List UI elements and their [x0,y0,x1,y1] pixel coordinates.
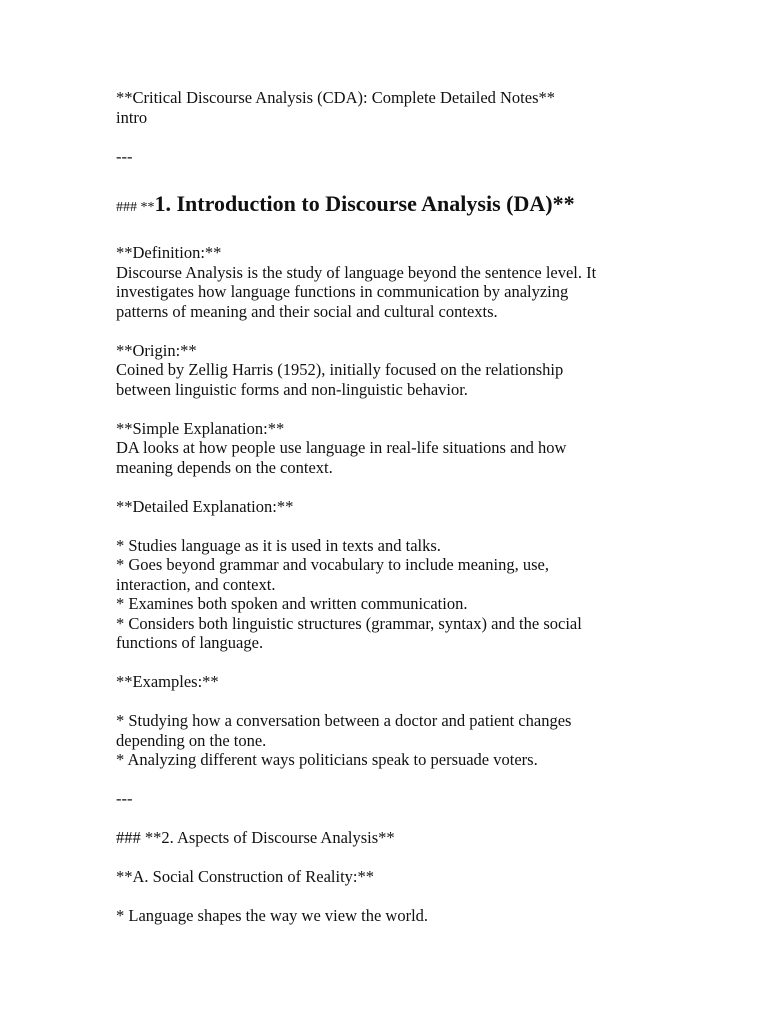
simple-explanation-line: DA looks at how people use language in real-life situations and how [116,438,567,457]
heading-prefix: ### ** [116,199,155,215]
origin-line: between linguistic forms and non-linguistic behavior. [116,379,468,399]
origin-label: **Origin:** [116,340,197,360]
spacer [116,516,656,536]
subheading-a: **A. Social Construction of Reality:** [116,867,375,886]
detailed-explanation-label: **Detailed Explanation:** [116,496,294,516]
separator: --- [116,146,133,166]
spacer [116,887,656,907]
section-heading-1 [116,190,656,218]
spacer [116,848,656,868]
spacer [116,692,656,712]
example-item: * Analyzing different ways politicians speak to persuade voters. [116,750,538,769]
detailed-explanation-item: * Considers both linguistic structures (grammar, syntax) and the social [116,613,582,633]
definition-line: Discourse Analysis is the study of language beyond the sentence level. It [116,262,597,282]
detailed-explanation-item: * Studies language as it is used in texts and talks. [116,535,441,555]
aspect-a-item: * Language shapes the way we view the world. [116,906,429,925]
detailed-explanation-item: functions of language. [116,633,264,652]
spacer [116,224,656,244]
origin-line: Coined by Zellig Harris (1952), initially focused on the relationship [116,360,564,379]
example-item: * Studying how a conversation between a doctor and patient changes [116,711,572,730]
example-item: depending on the tone. [116,730,267,750]
heading-title: 1. Introduction to Discourse Analysis (DA)** [154,190,575,216]
detailed-explanation-item: * Goes beyond grammar and vocabulary to include meaning, use, [116,555,549,574]
examples-label: **Examples:** [116,672,219,691]
document-title-line: **Critical Discourse Analysis (CDA): Complete Detailed Notes** [116,88,556,107]
spacer [116,399,656,419]
spacer [116,653,656,673]
detailed-explanation-item: * Examines both spoken and written communication. [116,594,468,613]
document-page [116,88,656,926]
detailed-explanation-item: interaction, and context. [116,574,276,594]
simple-explanation-line: meaning depends on the context. [116,457,333,477]
spacer [116,321,656,341]
spacer [116,127,656,147]
section-heading-2: ### **2. Aspects of Discourse Analysis** [116,828,395,847]
spacer [116,166,656,186]
definition-line: investigates how language functions in communication by analyzing [116,282,569,301]
separator: --- [116,789,133,808]
definition-label: **Definition:** [116,243,222,262]
simple-explanation-label: **Simple Explanation:** [116,418,285,438]
spacer [116,809,656,829]
definition-line: patterns of meaning and their social and cultural contexts. [116,301,498,321]
spacer [116,770,656,790]
intro-text: intro [116,107,148,127]
spacer [116,477,656,497]
